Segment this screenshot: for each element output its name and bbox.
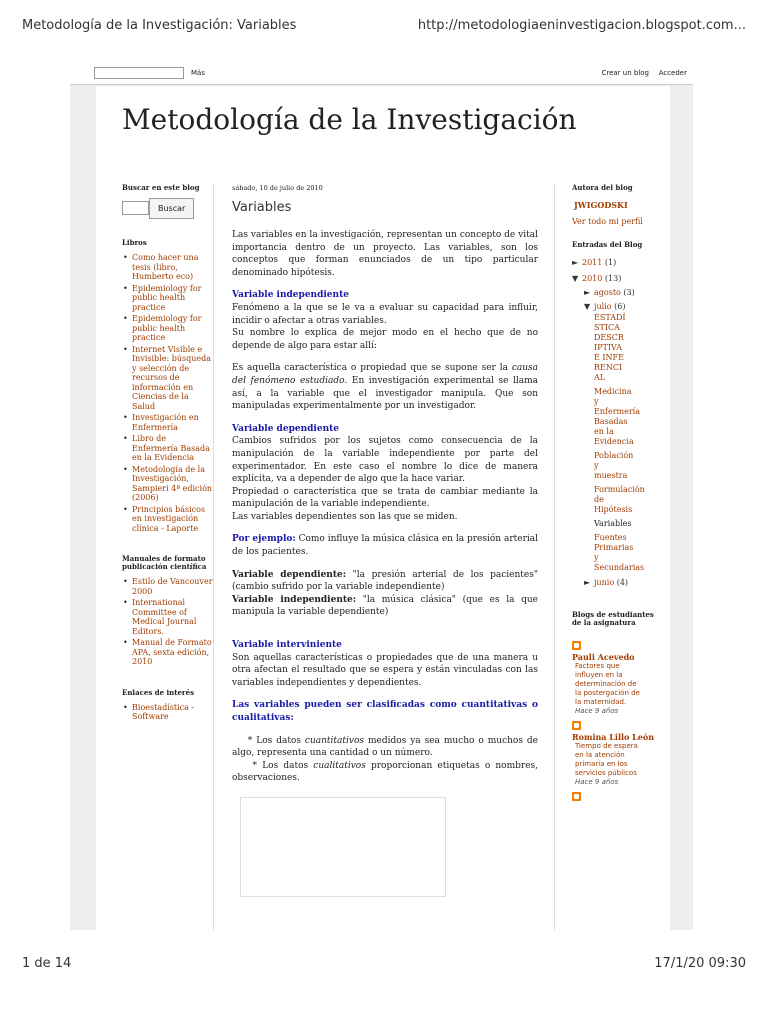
print-datetime: 17/1/20 09:30 [654, 956, 746, 971]
blogs-heading: Blogs de estudiantes de la asignatura [572, 610, 654, 627]
archive-year-2011[interactable]: ► 2011 (1) [572, 258, 617, 267]
right-divider [554, 184, 555, 930]
manuales-heading: Manuales de formato publicación científica [122, 554, 207, 571]
author-heading: Autora del blog [572, 183, 633, 192]
archive-post[interactable]: Población y muestra [594, 451, 634, 480]
vd-p3: Las variables dependientes son las que se miden. [232, 511, 458, 522]
blogger-navbar [70, 60, 693, 85]
triangle-right-icon[interactable]: ► [572, 258, 579, 267]
blog-content [96, 86, 670, 930]
bullet-cuant: * Los datos cuantitativos medidos ya sea mucho o muchos de algo, representa una cantidad o un número. [232, 735, 538, 759]
archive-post[interactable]: Formulación de Hipótesis [594, 485, 645, 514]
clas-heading: Las variables pueden ser clasificadas como cuantitativas o cualitativas: [232, 700, 538, 723]
libros-list [122, 253, 214, 533]
post-date: sábado, 10 de julio de 2010 [232, 184, 323, 192]
vint-p: Son aquellas características o propiedades que de una manera u otra afectan el resultado que se espera y están vinculadas con las variables independientes y dependientes. [232, 652, 538, 688]
bullet-cual: * Los datos cualitativos proporcionan etiquetas o nombres, observaciones. [232, 760, 538, 784]
libro-link[interactable]: • Libro de Enfermería Basada en la Evidencia [122, 434, 214, 463]
blog-archive [572, 257, 664, 589]
vi-p1: Fenómeno a la que se le va a evaluar su capacidad para influir, incidir o afectar a otras variables. [232, 302, 538, 326]
vd-p2: Propiedad o característica que se trata de cambiar mediante la manipulación de la variable independiente. [232, 486, 538, 510]
page-frame [70, 60, 693, 930]
triangle-down-icon[interactable]: ▼ [584, 302, 591, 311]
vi-heading: Variable independiente [232, 290, 349, 301]
libro-link[interactable]: • Investigación en Enfermería [122, 413, 214, 432]
blog-time: Hace 9 años [575, 778, 619, 786]
print-header [22, 18, 746, 38]
print-url: http://metodologiaeninvestigacion.blogspot.com... [417, 18, 746, 33]
blogger-icon [572, 721, 581, 730]
author-name[interactable]: JWIGODSKI [574, 200, 628, 210]
print-page-number: 1 de 14 [22, 956, 72, 971]
libro-link[interactable]: • Epidemiology for public health practice [122, 314, 214, 343]
profile-link[interactable]: Ver todo mi perfil [572, 217, 643, 226]
create-blog-link[interactable]: Crear un blog [601, 69, 649, 77]
libro-link[interactable]: • Principios básicos en investigación clínica - Laporte [122, 505, 214, 534]
archive-post[interactable]: Medicina y Enfermería Basadas en la Evidencia [594, 387, 640, 446]
entries-heading: Entradas del Blog [572, 240, 643, 249]
vi-p2: Su nombre lo explica de mejor modo en el hecho que de no depende de algo para estar allí: [232, 328, 538, 351]
archive-year-2010[interactable]: ▼ 2010 (13) [572, 274, 622, 283]
blog-post-link[interactable]: Tiempo de espera en la atención primaria en los servicios públicos [575, 742, 638, 777]
enlace-link[interactable]: • Bioestadística - Software [122, 703, 214, 722]
manual-link[interactable]: • International Committee of Medical Journal Editors. [122, 598, 214, 636]
navbar-search-input[interactable] [94, 67, 184, 79]
archive-month-agosto[interactable]: ► agosto (3) [584, 288, 635, 297]
libro-link[interactable]: • Como hacer una tesis (libro, Humberto eco) [122, 253, 214, 282]
blog-search [122, 198, 214, 219]
blog-name[interactable]: Pauli Acevedo [572, 652, 635, 662]
blog-post-link[interactable]: Factores que influyen en la determinación de la postergación de la maternidad. [575, 662, 640, 706]
blog-time: Hace 9 años [575, 707, 619, 715]
triangle-right-icon[interactable]: ► [584, 578, 591, 587]
post-intro: Las variables en la investigación, representan un concepto de vital importancia dentro de un proyecto. Las variables, son los conceptos que forman enunciados de un tipo particular denominado hipótesis. [232, 230, 538, 278]
triangle-right-icon[interactable]: ► [584, 288, 591, 297]
blog-name[interactable]: Romina Lillo León [572, 732, 655, 742]
libro-link[interactable]: • Epidemiology for public health practice [122, 284, 214, 313]
blog-title[interactable]: Metodología de la Investigación [122, 103, 577, 136]
libros-heading: Libros [122, 238, 147, 247]
vd-p1: Cambios sufridos por los sujetos como consecuencia de la manipulación de la variable independiente por parte del experimentador. En este caso el nombre lo dice de manera explícita, va a depender de algo que la hace variar. [232, 436, 538, 485]
post [232, 184, 538, 897]
post-image-placeholder [240, 797, 446, 897]
libro-link[interactable]: • Metodología de la Investigación, Sampieri 4ª edición (2006) [122, 465, 214, 503]
example-vd: Variable dependiente: "la presión arterial de los pacientes" (cambio sufrido por la variable independiente) [232, 569, 539, 593]
example: Por ejemplo: Como influye la música clásica en la presión arterial de los pacientes. [232, 534, 538, 558]
archive-month-julio[interactable]: ▼ julio (6) [584, 302, 626, 311]
libro-link[interactable]: • Internet Visible e Invisible: búsqueda y selección de recursos de información en Ciencias de la Salud [122, 345, 214, 412]
print-footer [22, 956, 746, 976]
archive-post[interactable]: Fuentes Primarias y Secundarias [594, 533, 645, 572]
manual-link[interactable]: • Manual de Formato APA, sexta edición, 2010 [122, 638, 214, 667]
archive-post-current: Variables [594, 519, 632, 528]
vi-p3: Es aquella característica o propiedad que se supone ser la causa del fenómeno estudiado. En investigación experimental se llama así, a la variable que el investigador manipula. Que son manipuladas experimentalmente por un investigador. [232, 363, 538, 412]
enlaces-heading: Enlaces de interés [122, 687, 195, 697]
blog-search-input[interactable] [122, 201, 149, 215]
manual-link[interactable]: • Estilo de Vancouver 2000 [122, 577, 214, 596]
blogger-icon [572, 641, 581, 650]
print-title: Metodología de la Investigación: Variables [22, 18, 297, 33]
navbar-more-link[interactable]: Más [191, 69, 205, 77]
signin-link[interactable]: Acceder [658, 69, 687, 77]
example-vi: Variable independiente: "la música clásica" (que es la que manipula la variable dependiente) [232, 594, 538, 618]
blog-item [572, 721, 664, 786]
left-sidebar [122, 184, 214, 744]
blogger-icon [572, 792, 581, 801]
vint-heading: Variable interviniente [232, 640, 342, 651]
enlaces-list [122, 703, 214, 722]
vd-heading: Variable dependiente [232, 423, 339, 434]
search-heading: Buscar en este blog [122, 183, 200, 192]
archive-post[interactable]: ESTADÍSTICA DESCRIPTIVA E INFERENCIAL [594, 313, 626, 382]
right-sidebar [572, 184, 664, 804]
blog-search-button[interactable]: Buscar [149, 198, 194, 219]
triangle-down-icon[interactable]: ▼ [572, 274, 579, 283]
blog-item [572, 641, 664, 715]
manuales-list [122, 577, 214, 667]
archive-month-junio[interactable]: ► junio (4) [584, 578, 629, 587]
post-title[interactable]: Variables [232, 200, 292, 215]
